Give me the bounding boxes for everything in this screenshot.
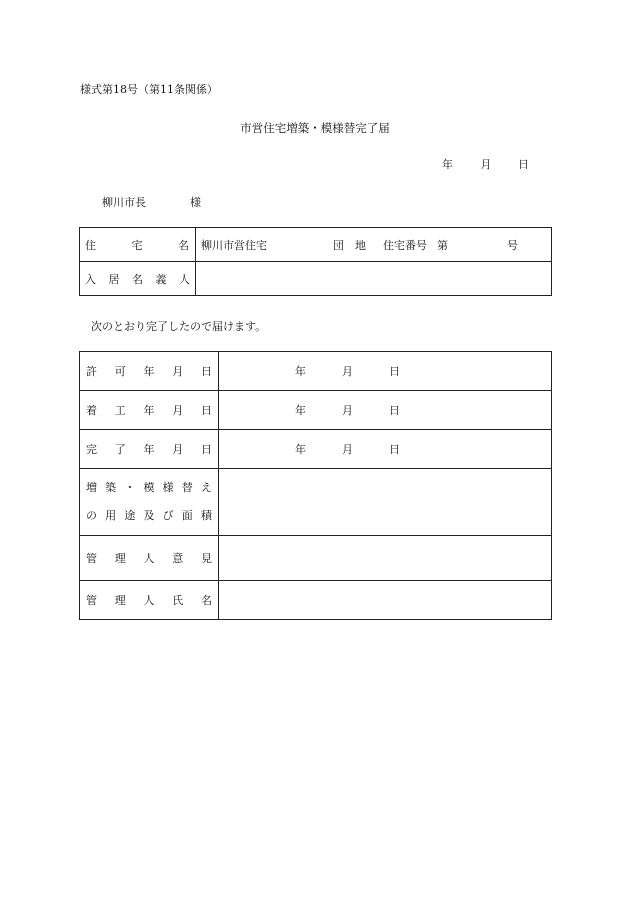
permit-date-field[interactable]	[219, 352, 552, 391]
manager-opinion-label	[80, 536, 219, 581]
date-year-label: 年	[442, 158, 453, 171]
month-label: 月	[342, 404, 353, 417]
completion-info-table	[79, 351, 552, 620]
occupant-name-label	[80, 262, 196, 296]
label-char: 面	[181, 509, 193, 522]
day-label: 日	[389, 443, 400, 456]
housing-name-field[interactable]	[196, 228, 552, 262]
label-char: 日	[201, 365, 212, 378]
document-title: 市営住宅増築・模様替完了届	[240, 121, 390, 135]
label-char: え	[200, 481, 212, 494]
label-char: 氏	[172, 594, 184, 607]
label-char: 見	[201, 552, 212, 565]
label-char: 義	[155, 272, 167, 286]
label-char: 月	[172, 404, 184, 417]
manager-opinion-field[interactable]	[219, 536, 552, 581]
label-char: 模	[143, 481, 155, 494]
label-char: 了	[114, 443, 126, 456]
label-char: 管	[86, 594, 97, 607]
label-char: 月	[172, 365, 184, 378]
label-char: 人	[179, 272, 190, 286]
start-date-field[interactable]	[219, 391, 552, 430]
date-day-label: 日	[518, 158, 529, 171]
dai-label: 第	[437, 238, 448, 252]
label-char: 用	[105, 509, 117, 522]
housing-number-label: 住宅番号	[383, 238, 427, 252]
completion-date-label	[80, 430, 219, 469]
label-char: 入	[85, 272, 96, 286]
label-char: の	[86, 509, 97, 522]
year-label: 年	[295, 365, 306, 378]
label-char: 名	[201, 594, 212, 607]
usage-area-field[interactable]	[219, 469, 552, 536]
start-date-label	[80, 391, 219, 430]
occupant-name-field[interactable]	[196, 262, 552, 296]
label-char: 居	[108, 272, 120, 286]
year-label: 年	[295, 404, 306, 417]
month-label: 月	[342, 443, 353, 456]
table-row	[80, 581, 552, 620]
label-char: 途	[124, 509, 136, 522]
addressee-honorific: 様	[190, 196, 201, 209]
label-char: 可	[114, 365, 126, 378]
table-row	[80, 228, 552, 262]
year-label: 年	[295, 443, 306, 456]
label-char: 許	[86, 365, 97, 378]
label-char: 及	[143, 509, 155, 522]
label-char: 月	[172, 443, 184, 456]
manager-name-label	[80, 581, 219, 620]
label-char: 着	[86, 404, 97, 417]
label-char: 積	[200, 509, 212, 522]
table-row	[80, 262, 552, 296]
table-row	[80, 536, 552, 581]
submission-date	[442, 156, 529, 172]
housing-prefix: 柳川市営住宅	[201, 238, 267, 252]
label-char: 意	[172, 552, 184, 565]
addressee-name: 柳川市長	[102, 196, 146, 209]
label-char: 理	[114, 594, 126, 607]
label-char: 年	[143, 365, 155, 378]
table-row	[80, 469, 552, 536]
addressee	[102, 194, 201, 210]
label-char: 管	[86, 552, 97, 565]
manager-name-field[interactable]	[219, 581, 552, 620]
label-char: 住	[85, 238, 96, 252]
label-char: 築	[105, 481, 117, 494]
label-char: 増	[86, 481, 97, 494]
label-char: ・	[124, 481, 136, 494]
label-char: 様	[162, 481, 174, 494]
label-char: 替	[181, 481, 193, 494]
permit-date-label	[80, 352, 219, 391]
table-row	[80, 430, 552, 469]
label-char: 年	[143, 404, 155, 417]
label-char: 年	[143, 443, 155, 456]
date-month-label: 月	[480, 158, 492, 171]
month-label: 月	[342, 365, 353, 378]
label-char: び	[162, 509, 174, 522]
label-char: 人	[143, 594, 155, 607]
day-label: 日	[389, 365, 400, 378]
label-char: 名	[178, 238, 189, 252]
label-char: 工	[114, 404, 126, 417]
label-char: 日	[201, 404, 212, 417]
housing-info-table	[79, 227, 552, 296]
housing-name-label	[80, 228, 196, 262]
completion-date-field[interactable]	[219, 430, 552, 469]
label-char: 人	[143, 552, 155, 565]
label-char: 日	[201, 443, 212, 456]
label-char: 名	[132, 272, 143, 286]
day-label: 日	[389, 404, 400, 417]
label-char: 理	[114, 552, 126, 565]
danchi-label: 団 地	[333, 238, 366, 252]
label-char: 宅	[131, 238, 143, 252]
go-label: 号	[507, 238, 518, 252]
intro-text: 次のとおり完了したので届けます。	[91, 320, 267, 333]
form-number: 様式第18号（第11条関係）	[80, 83, 218, 96]
label-char: 完	[86, 443, 97, 456]
usage-area-label	[80, 469, 219, 536]
table-row	[80, 352, 552, 391]
table-row	[80, 391, 552, 430]
